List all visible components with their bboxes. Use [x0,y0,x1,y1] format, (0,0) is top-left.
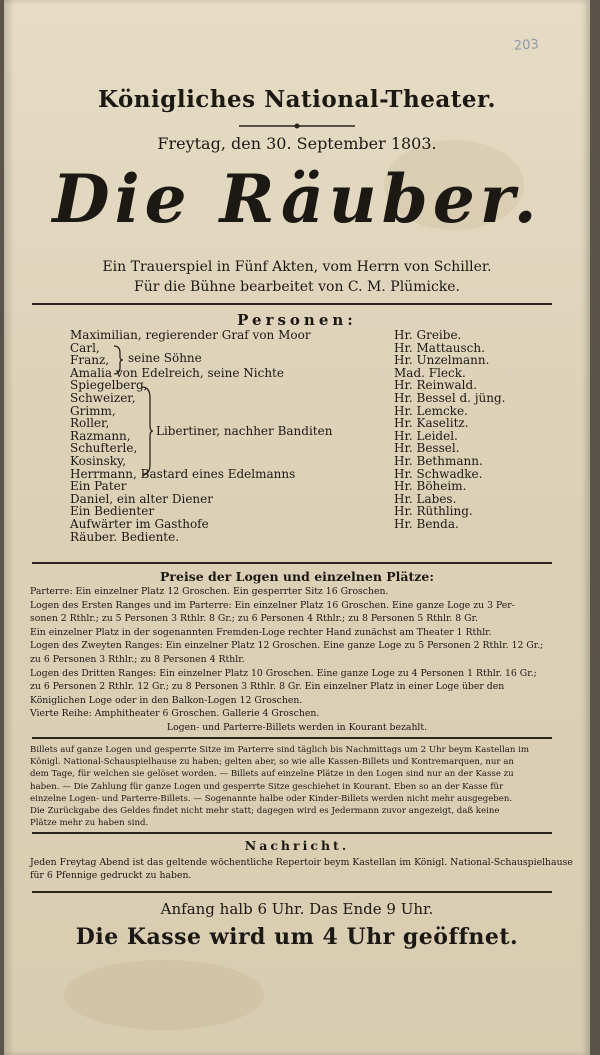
cast-role: Schufterle, [70,441,138,456]
cast-actor: Hr. Bessel. [394,441,460,456]
divider-line [32,832,552,834]
divider-line [32,562,552,564]
prices-heading: Preise der Logen und einzelnen Plätze: [160,569,434,584]
bandits-brace [140,386,154,476]
price-line: Logen des Ersten Ranges und im Parterre: Ein einzelner Platz 16 Groschen. Eine ganze Loge zu 3 Per- [30,599,515,611]
cast-actor: Hr. Rüthling. [394,504,473,519]
paper-stain [64,960,264,1030]
cast-role: Schweizer, [70,391,136,405]
cast-role: Kosinsky, [70,454,127,468]
price-line: Logen des Dritten Ranges: Ein einzelner Platz 10 Groschen. Eine ganze Loge zu 4 Personen 1 Rthlr. 16 Gr.; [30,667,537,679]
cast-actor: Hr. Labes. [394,491,457,506]
paper-fold-shadow [4,0,14,1055]
price-line: zu 6 Personen 3 Rthlr.; zu 8 Personen 4 Rthlr. [30,654,245,665]
cast-actor: Hr. Bethmann. [394,454,483,468]
bandits-label: Libertiner, nachher Banditen [156,424,333,438]
cast-actor: Hr. Benda. [394,517,459,531]
nachricht-line: für 6 Pfennige gedruckt zu haben. [30,870,192,881]
cast-actor: Hr. Lemcke. [394,403,468,418]
play-title: Die Räuber. [52,160,542,238]
adaptation-credit: Für die Bühne bearbeitet von C. M. Plümicke. [134,279,460,295]
price-line: Ein einzelner Platz in der sogenannten Fremden-Loge rechter Hand zunächst am Theater 1 Rthlr. [30,626,492,638]
price-line: Logen des Zweyten Ranges: Ein einzelner Platz 12 Groschen. Eine ganze Loge zu 5 Personen 2 Rthlr. 12 Gr.; [30,640,544,652]
play-subtitle: Ein Trauerspiel in Fünf Akten, vom Herrn von Schiller. [102,259,492,275]
performance-date: Freytag, den 30. September 1803. [157,134,437,153]
price-line: Königlichen Loge oder in den Balkon-Logen 12 Groschen. [30,694,303,706]
notice-line: Plätze mehr zu haben sind. [30,818,149,829]
cast-role: Daniel, ein alter Diener [70,491,213,506]
cast-heading: Personen: [237,311,357,329]
cast-role: Grimm, [70,403,116,418]
price-line: Parterre: Ein einzelner Platz 12 Groschen. Ein gesperrter Sitz 16 Groschen. [30,586,389,597]
cast-actor: Hr. Greibe. [394,328,462,342]
cast-role: Spiegelberg, [70,378,148,393]
cast-role: Carl, [70,340,100,355]
cast-actor: Hr. Reinwald. [394,378,477,393]
cast-actor: Hr. Leidel. [394,428,458,443]
performance-times: Anfang halb 6 Uhr. Das Ende 9 Uhr. [160,900,434,918]
sons-label: seine Söhne [128,351,202,365]
box-office-opening: Die Kasse wird um 4 Uhr geöffnet. [75,924,519,950]
cast-role: Ein Pater [70,479,127,494]
cast-actor: Hr. Unzelmann. [394,353,490,368]
notice-line: haben. — Die Zahlung für ganze Logen und gesperrte Sitze geschiehet in Kourant. Eben so an der Kasse für [30,781,504,792]
price-line: Vierte Reihe: Amphitheater 6 Groschen. Gallerie 4 Groschen. [30,708,320,720]
cast-actor: Hr. Mattausch. [394,340,485,355]
cast-role: Franz, [70,353,110,368]
cast-actor: Mad. Fleck. [394,365,466,380]
sons-brace [112,345,124,375]
cast-role: Ein Bedienter [70,504,155,519]
nachricht-heading: Nachricht. [244,838,350,853]
ornament-divider [237,121,357,131]
cast-role: Roller, [70,416,110,431]
notice-line: dem Tage, für welchen sie gelöset worden. — Billets auf einzelne Plätze in den Logen sind nur an der Kasse zu [30,769,514,780]
cast-role: Maximilian, regierender Graf von Moor [70,328,311,342]
nachricht-line: Jeden Freytag Abend ist das geltende wöchentliche Repertoir beym Kastellan im Königl. National-Schauspielhause [30,857,573,868]
cast-role: Herrmann, Bastard eines Edelmanns [70,466,296,481]
cast-role: Razmann, [70,428,131,443]
notice-line: Königl. National-Schauspielhause zu haben; gelten aber, so wie alle Kassen-Billets und Kontremarquen, nur an [30,757,514,768]
cast-actor: Hr. Bessel d. jüng. [394,391,506,405]
notice-line: Billets auf ganze Logen und gesperrte Sitze im Parterre sind täglich bis Nachmittags um 2 Uhr beym Kastellan im [30,745,530,755]
cast-actor: Hr. Schwadke. [394,466,483,481]
price-line: Logen- und Parterre-Billets werden in Kourant bezahlt. [166,722,428,733]
cast-role: Räuber. Bediente. [70,529,180,544]
divider-line [32,303,552,305]
cast-role: Amalia von Edelreich, seine Nichte [70,365,284,380]
cast-actor: Hr. Böheim. [394,479,467,494]
theater-name: Königliches National-Theater. [97,86,497,113]
cast-role: Aufwärter im Gasthofe [70,517,209,531]
archive-number: 203 [513,37,540,54]
divider-line [32,737,552,739]
notice-line: Die Zurückgabe des Geldes findet nicht mehr statt; dagegen wird es Jedermann zuvor angezeigt, daß keine [30,806,500,816]
price-line: sonen 2 Rthlr.; zu 5 Personen 3 Rthlr. 8 Gr.; zu 6 Personen 4 Rthlr.; zu 8 Personen 5 Rthlr. 8 Gr. [30,613,478,625]
notice-line: einzelne Logen- und Parterre-Billets. — Sogenannte halbe oder Kinder-Billets werden nicht mehr ausgegeben. [30,793,513,804]
divider-line [32,891,552,893]
price-line: zu 6 Personen 2 Rthlr. 12 Gr.; zu 8 Personen 3 Rthlr. 8 Gr. Ein einzelner Platz in einer Loge über den [30,681,505,693]
playbill-sheet [4,0,590,1055]
cast-actor: Hr. Kaselitz. [394,416,469,431]
